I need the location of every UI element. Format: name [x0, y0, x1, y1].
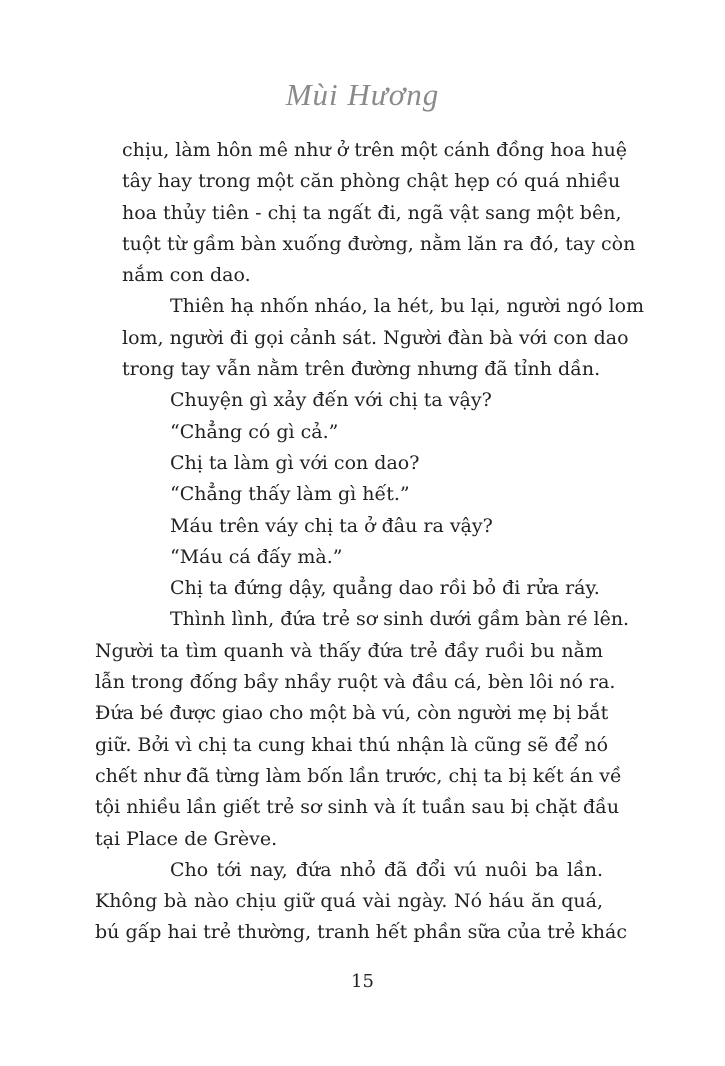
text-line: bú gấp hai trẻ thường, tranh hết phần sữa của trẻ khác [95, 921, 627, 944]
text-line: Cho tới nay, đứa nhỏ đã đổi vú nuôi ba lần. [170, 858, 603, 881]
page-number: 15 [351, 971, 374, 992]
text-line: lẫn trong đống bầy nhầy ruột và đầu cá, bèn lôi nó ra. [95, 671, 616, 694]
text-line: chết như đã từng làm bốn lần trước, chị ta bị kết án về [95, 764, 622, 787]
text-line: chịu, làm hôn mê như ở trên một cánh đồng hoa huệ [122, 139, 628, 161]
text-line: Không bà nào chịu giữ quá vài ngày. Nó háu ăn quá, [95, 890, 603, 913]
text-line: Máu trên váy chị ta ở đâu ra vậy? [170, 514, 493, 537]
text-line: Chị ta làm gì với con dao? [170, 451, 420, 474]
text-line: Chị ta đứng dậy, quẳng dao rồi bỏ đi rửa ráy. [170, 577, 600, 600]
text-line: tây hay trong một căn phòng chật hẹp có quá nhiều [122, 170, 621, 193]
text-line: Chuyện gì xảy đến với chị ta vậy? [170, 389, 492, 412]
text-line: Thình lình, đứa trẻ sơ sinh dưới gầm bàn ré lên. [170, 608, 630, 631]
text-line: lom, người đi gọi cảnh sát. Người đàn bà với con dao [122, 326, 629, 349]
text-line: nắm con dao. [122, 264, 251, 287]
text-line: tại Place de Grève. [95, 827, 278, 850]
text-line: Người ta tìm quanh và thấy đứa trẻ đầy ruồi bu nằm [95, 639, 603, 662]
text-line: Đứa bé được giao cho một bà vú, còn người mẹ bị bắt [95, 702, 609, 725]
text-line: hoa thủy tiên - chị ta ngất đi, ngã vật sang một bên, [122, 201, 622, 224]
running-head-title: Mùi Hương [285, 77, 440, 112]
text-line: tội nhiều lần giết trẻ sơ sinh và ít tuần sau bị chặt đầu [95, 796, 620, 819]
body-text [95, 135, 645, 949]
text-line: trong tay vẫn nằm trên đường nhưng đã tỉnh dần. [122, 358, 601, 381]
text-line: “Chẳng thấy làm gì hết.” [170, 483, 410, 506]
text-line: “Máu cá đấy mà.” [170, 545, 343, 568]
text-line: “Chẳng có gì cả.” [170, 420, 339, 443]
text-line: Thiên hạ nhốn nháo, la hét, bu lại, người ngó lom [170, 295, 645, 318]
text-line: giữ. Bởi vì chị ta cung khai thú nhận là cũng sẽ để nó [95, 733, 609, 756]
text-line: tuột từ gầm bàn xuống đường, nằm lăn ra đó, tay còn [122, 232, 636, 255]
